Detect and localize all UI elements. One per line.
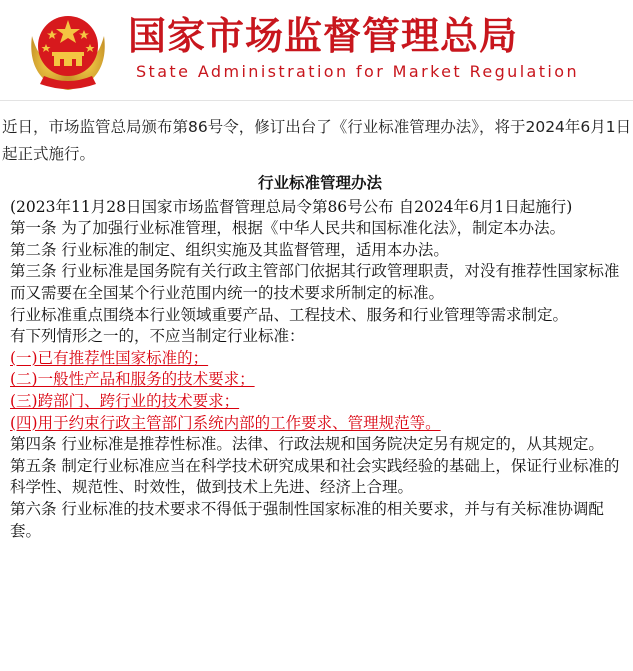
article-paragraph: 第四条 行业标准是推荐性标准。法律、行政法规和国务院决定另有规定的，从其规定。 [10, 435, 604, 454]
article-paragraph: 第五条 制定行业标准应当在科学技术研究成果和社会实践经验的基础上，保证行业标准的科学性、规范性、时效性，做到技术上先进、经济上合理。 [10, 456, 620, 497]
highlighted-item: (三)跨部门、跨行业的技术要求； [10, 391, 240, 410]
site-header [0, 0, 633, 100]
agency-name-en: State Administration for Market Regulation [136, 62, 580, 81]
highlighted-item: (一)已有推荐性国家标准的； [10, 348, 209, 367]
article-paragraph: 行业标准重点围绕本行业领域重要产品、工程技术、服务和行业管理等需求制定。 [10, 305, 569, 324]
agency-name-cn: 国家市场监督管理总局 [128, 14, 519, 58]
header-divider [0, 100, 633, 101]
national-emblem-icon [22, 6, 114, 94]
article-paragraph: 第一条 为了加强行业标准管理，根据《中华人民共和国标准化法》，制定本办法。 [10, 219, 566, 238]
article-paragraph: 有下列情形之一的，不应当制定行业标准： [10, 327, 305, 346]
document-title: 行业标准管理办法 [257, 173, 382, 192]
intro-text: 近日，市场监管总局颁布第86号令，修订出台了《行业标准管理办法》，将于2024年6月1日起正式施行。 [2, 118, 632, 163]
highlighted-item: (二)一般性产品和服务的技术要求； [10, 370, 255, 389]
highlighted-item: (四)用于约束行政主管部门系统内部的工作要求、管理规范等。 [10, 413, 441, 432]
article-paragraph: 第三条 行业标准是国务院有关行政主管部门依据其行政管理职责，对没有推荐性国家标准而又需要在全国某个行业范围内统一的技术要求所制定的标准。 [10, 262, 620, 302]
article-body [10, 172, 630, 542]
article-paragraph: 第六条 行业标准的技术要求不得低于强制性国家标准的相关要求，并与有关标准协调配套。 [10, 499, 604, 540]
article-paragraph: 第二条 行业标准的制定、组织实施及其监督管理，适用本办法。 [10, 240, 449, 259]
article-paragraph: (2023年11月28日国家市场监督管理总局令第86号公布 自2024年6月1日起施行) [10, 197, 573, 216]
